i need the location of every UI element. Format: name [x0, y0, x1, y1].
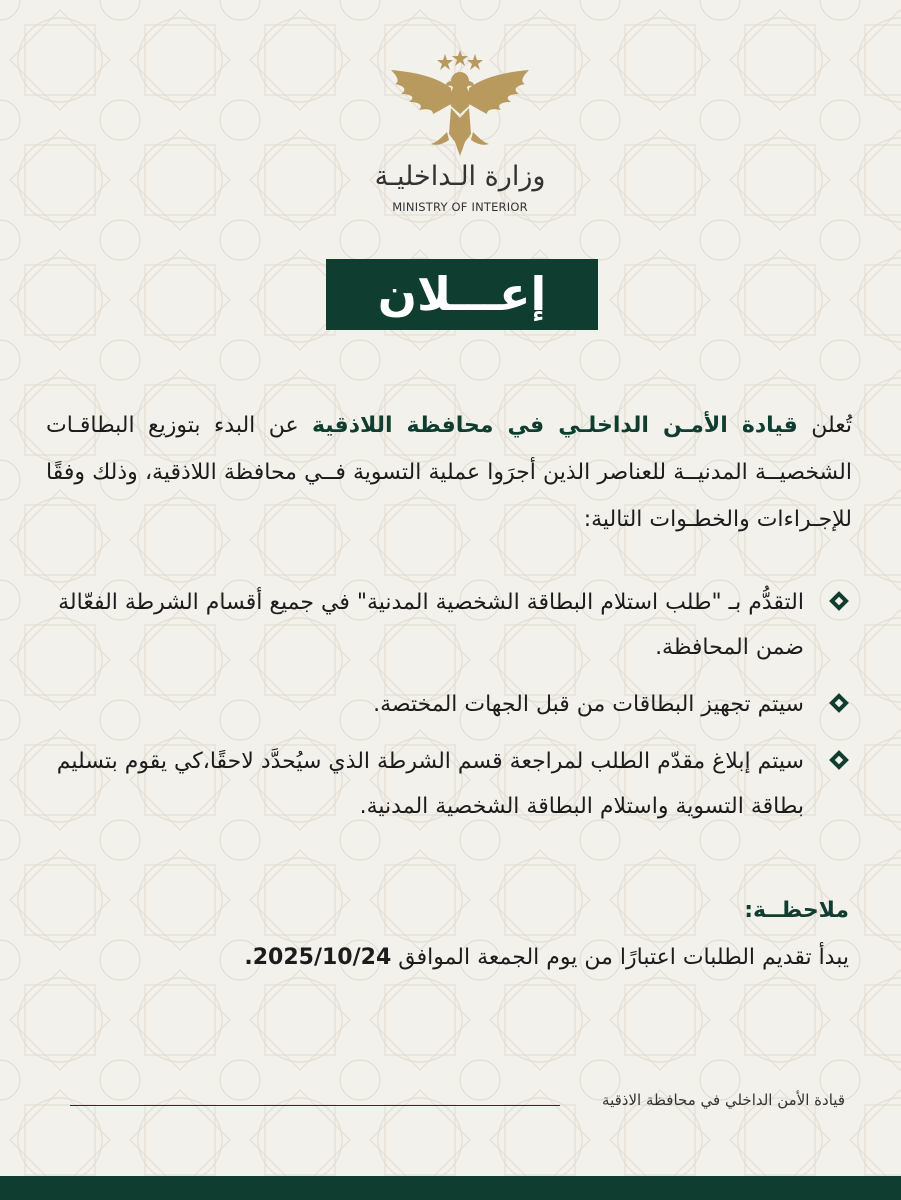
list-item	[46, 682, 852, 727]
step-text: سيتم إبلاغ مقدّم الطلب لمراجعة قسم الشرطة الذي سيُحدَّد لاحقًا،كي يقوم بتسليم بطاقة التسوية واستلام البطاقة الشخصية المدنية.	[56, 749, 804, 819]
diamond-bullet-icon	[829, 750, 849, 770]
note-text	[89, 940, 849, 976]
steps-list	[46, 580, 852, 829]
list-item	[46, 580, 852, 670]
ministry-name-arabic: وزارة الـداخليـة	[374, 161, 546, 192]
note-title: ملاحظــة:	[744, 898, 849, 923]
diamond-bullet-icon	[829, 591, 849, 611]
eagle-emblem-icon	[385, 48, 535, 163]
intro-text-rest: عن البدء بتوزيع البطاقـات الشخصيــة المدنيــة للعناصر الذين أجرَوا عملية التسوية فــي محافظة اللاذقية، وذلك وفقًا للإجـراءات والخطـوات التالية:	[46, 413, 852, 532]
list-item	[46, 739, 852, 829]
footer-signature: قيادة الأمن الداخلي في محافظة الاذقية	[602, 1091, 845, 1109]
note-body: يبدأ تقديم الطلبات اعتبارًا من يوم الجمعة الموافق	[391, 945, 849, 970]
intro-text-start: تُعلن	[797, 413, 852, 438]
ministry-name-english: MINISTRY OF INTERIOR	[392, 200, 528, 214]
note-date: 2025/10/24.	[244, 945, 392, 970]
footer-divider	[70, 1105, 560, 1106]
announcement-title: إعـــلان	[326, 259, 598, 330]
bottom-bar	[0, 1176, 901, 1200]
intro-paragraph	[46, 402, 852, 543]
step-text: سيتم تجهيز البطاقات من قبل الجهات المختصة.	[373, 692, 804, 717]
step-text: التقدُّم بـ "طلب استلام البطاقة الشخصية المدنية" في جميع أقسام الشرطة الفعّالة ضمن المحافظة.	[58, 590, 804, 660]
intro-highlight: قيادة الأمـن الداخلـي في محافظة اللاذقية	[311, 413, 798, 438]
diamond-bullet-icon	[829, 693, 849, 713]
